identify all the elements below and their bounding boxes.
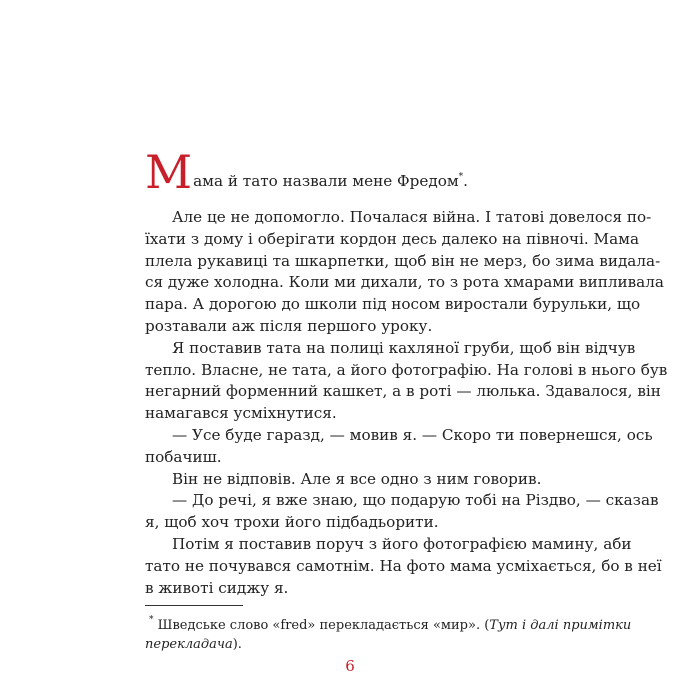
paragraph-2-line-1: Я поставив тата на полиці кахляної груби, щоб він відчув <box>172 338 636 357</box>
footnote-italic-2: перекладача <box>145 637 233 652</box>
footnote-line-2 <box>145 635 600 654</box>
paragraph-2-line-2: тепло. Власне, не тата, а його фотографію. На голові в нього був <box>145 360 668 379</box>
paragraph-4-line-1: Він не відповів. Але я все одно з ним говорив. <box>172 469 542 488</box>
paragraph-3-line-1: — Усе буде гаразд, — мовив я. — Скоро ти повернешся, ось <box>172 425 653 444</box>
opening-line <box>145 145 565 201</box>
paragraph-1-line-6: розтавали аж після першого уроку. <box>145 316 433 335</box>
paragraph-1-line-1: Але це не допомогло. Почалася війна. І татові довелося по- <box>172 208 652 226</box>
footnote <box>145 611 632 654</box>
footnote-close: ). <box>232 637 242 652</box>
footnote-text: Шведське слово «fred» перекладається «мир». ( <box>153 618 490 633</box>
opening-text: ама й тато назвали мене Фредом <box>193 172 459 190</box>
paragraph-6-line-3: в животі сиджу я. <box>145 578 289 597</box>
footnote-marker: * <box>458 172 464 182</box>
footnote-italic-1: Тут і далі примітки <box>489 618 632 633</box>
paragraph-1-line-4: ся дуже холодна. Коли ми дихали, то з рота хмарами випливала <box>145 273 664 292</box>
paragraph-5-line-2: я, щоб хоч трохи його підбадьорити. <box>145 513 439 532</box>
paragraph-6-line-2: тато не почувався самотнім. На фото мама усміхається, бо в неї <box>145 556 662 575</box>
paragraph-3-line-2: побачиш. <box>145 447 222 466</box>
paragraph-6-line-1: Потім я поставив поруч з його фотографією мамину, аби <box>172 534 632 553</box>
drop-cap: М <box>145 145 193 199</box>
paragraph-1-line-3: плела рукавиці та шкарпетки, щоб він не мерз, бо зима видала- <box>145 251 661 270</box>
footnote-line-1 <box>145 611 632 635</box>
paragraph-2-line-3: негарний форменний кашкет, а в роті — люлька. Здавалося, він <box>145 382 661 401</box>
paragraph-1-line-2: їхати з дому і оберігати кордон десь далеко на півночі. Мама <box>145 229 639 248</box>
paragraph-1-line-5: пара. А дорогою до школи під носом виростали бурульки, що <box>145 295 641 314</box>
page-number: 6 <box>345 657 355 675</box>
footnote-note-marker: * <box>149 615 154 625</box>
body-text <box>145 207 668 599</box>
paragraph-2-line-4: намагався усміхнутися. <box>145 404 337 423</box>
opening-end: . <box>463 172 468 190</box>
footnote-divider <box>145 605 243 606</box>
paragraph-5-line-1: — До речі, я вже знаю, що подарую тобі на Різдво, — сказав <box>172 491 659 510</box>
